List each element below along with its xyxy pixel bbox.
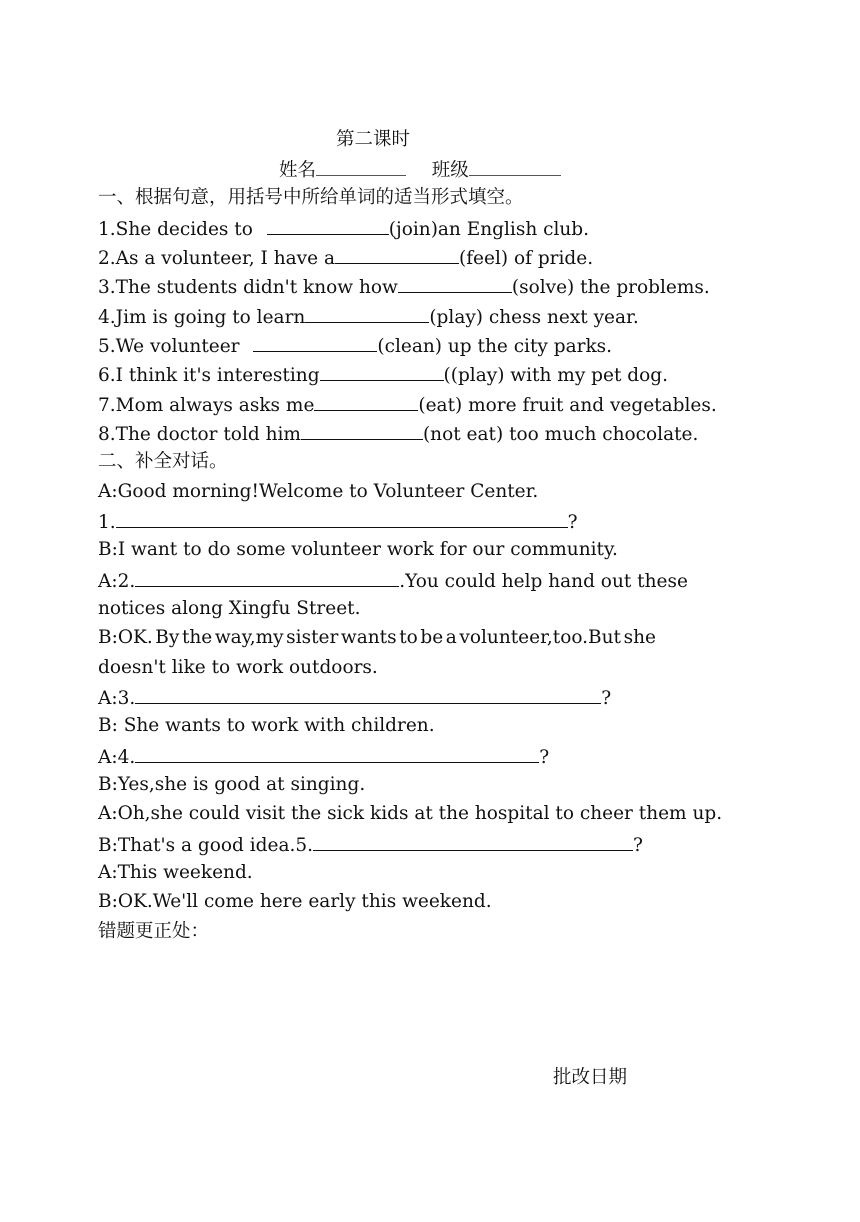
dialogue-line: A:Good morning!Welcome to Volunteer Center.: [98, 481, 539, 502]
dialogue-blank-2[interactable]: [135, 568, 399, 587]
answer-blank-8[interactable]: [301, 421, 423, 440]
dialogue-blank-5[interactable]: [313, 832, 633, 851]
dialogue-blank-line-1: 1. ?: [98, 509, 578, 535]
name-class-row: [279, 157, 561, 183]
dialogue-blank-3[interactable]: [135, 685, 601, 704]
answer-blank-3[interactable]: [398, 274, 512, 293]
fill-item-6: 6.I think it's interesting ((play) with my pet dog.: [98, 362, 668, 388]
dialogue-line: notices along Xingfu Street.: [98, 598, 361, 619]
answer-blank-4[interactable]: [305, 304, 429, 323]
dialogue-blank-4[interactable]: [135, 744, 539, 763]
dialogue-line: doesn't like to work outdoors.: [98, 657, 378, 678]
dialogue-blank-line-5: B:That's a good idea.5. ?: [98, 832, 643, 858]
section2-heading: 二、补全对话。: [98, 451, 228, 472]
fill-item-2: 2.As a volunteer, I have a (feel) of pride.: [98, 245, 593, 271]
fill-item-7: 7.Mom always asks me (eat) more fruit and vegetables.: [98, 392, 717, 418]
fill-item-8: 8.The doctor told him (not eat) too much chocolate.: [98, 421, 698, 447]
name-blank[interactable]: [316, 157, 406, 176]
page-title: 第二课时: [336, 129, 411, 150]
section1-heading: 一、根据句意，用括号中所给单词的适当形式填空。: [98, 187, 524, 208]
fill-item-5: 5.We volunteer (clean) up the city parks.: [98, 333, 612, 359]
dialogue-line: B:Yes,she is good at singing.: [98, 774, 366, 795]
dialogue-justified-line: B:OK. By the way,my sister wants to be a volunteer,too.But she: [98, 627, 656, 648]
dialogue-line: B:OK.We'll come here early this weekend.: [98, 891, 492, 912]
class-blank[interactable]: [469, 157, 561, 176]
answer-blank-6[interactable]: [320, 362, 444, 381]
grading-date-label: 批改日期: [553, 1067, 628, 1088]
dialogue-line: B:I want to do some volunteer work for our community.: [98, 539, 618, 560]
fill-item-1: 1.She decides to (join)an English club.: [98, 216, 589, 242]
fill-item-4: 4.Jim is going to learn (play) chess next year.: [98, 304, 639, 330]
answer-blank-1[interactable]: [267, 216, 389, 235]
fill-item-3: 3.The students didn't know how (solve) the problems.: [98, 274, 710, 300]
answer-blank-5[interactable]: [253, 333, 377, 352]
dialogue-blank-line-3: A:3. ?: [98, 685, 611, 711]
answer-blank-7[interactable]: [314, 392, 418, 411]
dialogue-blank-line-2: A:2. .You could help hand out these: [98, 568, 688, 594]
dialogue-blank-line-4: A:4. ?: [98, 744, 549, 770]
dialogue-line: A:This weekend.: [98, 862, 253, 883]
class-label: 班级: [431, 160, 469, 181]
name-label: 姓名: [279, 160, 317, 181]
dialogue-blank-1[interactable]: [116, 509, 568, 528]
corrections-label: 错题更正处：: [98, 921, 210, 942]
dialogue-line: B: She wants to work with children.: [98, 715, 435, 736]
answer-blank-2[interactable]: [335, 245, 459, 264]
dialogue-line: A:Oh,she could visit the sick kids at the hospital to cheer them up.: [98, 803, 723, 824]
